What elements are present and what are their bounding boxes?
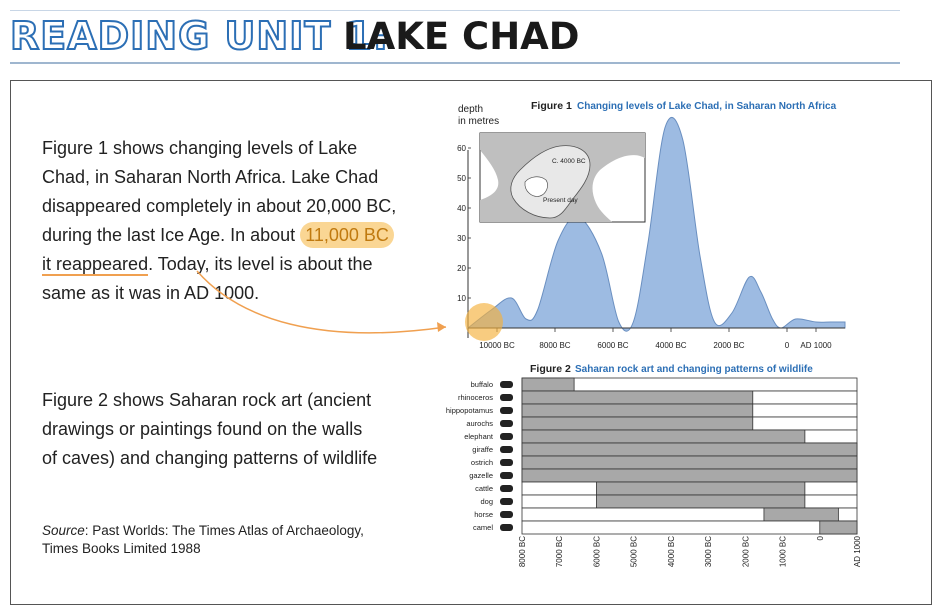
x-tick-label: AD 1000	[800, 341, 832, 350]
fig2-x-ticks	[518, 535, 862, 567]
camel-icon	[500, 524, 513, 531]
fig1-ylabel-metres: in metres	[458, 116, 500, 127]
x-tick-label: 2000 BC	[741, 536, 751, 568]
ostrich-icon	[500, 459, 513, 466]
x-tick-label: 4000 BC	[666, 536, 676, 568]
x-tick-label: 3000 BC	[704, 536, 714, 568]
fig1-x-ticks	[479, 328, 832, 350]
x-tick-label: 1000 BC	[778, 536, 788, 568]
y-tick-label: 40	[457, 204, 466, 213]
figure2-description: Figure 2 shows Saharan rock art (ancient drawings or paintings found on the walls of caves) and changing patterns of wildlife	[42, 390, 378, 468]
range-bar	[522, 378, 574, 391]
horse-icon	[500, 511, 513, 518]
y-tick-label: 30	[457, 234, 466, 243]
animal-label: cattle	[475, 484, 493, 493]
unit-title: READING UNIT 1:	[10, 14, 390, 58]
buffalo-icon	[500, 381, 513, 388]
x-tick-label: 8000 BC	[539, 341, 571, 350]
fig1-caption-label: Figure 1	[531, 100, 572, 112]
x-tick-label: 5000 BC	[629, 536, 639, 568]
animal-label: rhinoceros	[457, 393, 493, 402]
x-tick-label: 0	[815, 536, 825, 541]
gazelle-icon	[500, 472, 513, 479]
animal-label: aurochs	[466, 419, 493, 428]
range-bar	[522, 456, 857, 469]
animal-label: horse	[474, 510, 493, 519]
fig2-caption-label: Figure 2	[530, 363, 571, 375]
dog-icon	[500, 498, 513, 505]
y-tick-label: 10	[457, 294, 466, 303]
source-label: Source	[42, 523, 85, 538]
annotation-arrow	[197, 271, 446, 333]
x-tick-label: AD 1000	[853, 536, 862, 568]
arrowhead-icon	[437, 322, 446, 332]
figure1	[197, 100, 845, 350]
giraffe-icon	[500, 446, 513, 453]
animal-label: buffalo	[470, 380, 493, 389]
range-bar	[522, 417, 753, 430]
range-bar	[764, 508, 838, 521]
y-tick-label: 60	[457, 144, 466, 153]
wildlife-row	[522, 521, 857, 534]
map-label-past: C. 4000 BC	[552, 158, 586, 165]
animal-label: ostrich	[470, 458, 493, 467]
range-bar	[522, 391, 753, 404]
range-bar	[820, 521, 857, 534]
range-bar	[596, 482, 804, 495]
highlighted-date: 11,000 BC	[300, 222, 394, 248]
range-bar	[522, 430, 805, 443]
lake-map-inset	[480, 133, 645, 222]
rhinoceros-icon	[500, 394, 513, 401]
x-tick-label: 7000 BC	[555, 536, 565, 568]
wildlife-rows	[446, 378, 857, 534]
range-bar	[522, 404, 753, 417]
animal-label: gazelle	[469, 471, 493, 480]
p1-text-a: Figure 1 shows changing levels of Lake Chad, in Saharan North Africa. Lake Chad disappeared completely in about 20,000 BC, during the last Ice Age. In about	[42, 138, 397, 245]
animal-label: hippopotamus	[445, 406, 493, 415]
range-bar	[522, 469, 857, 482]
animal-label: giraffe	[472, 445, 493, 454]
topic-title: LAKE CHAD	[343, 15, 580, 58]
x-tick-label: 6000 BC	[597, 341, 629, 350]
y-tick-label: 50	[457, 174, 466, 183]
x-tick-label: 4000 BC	[655, 341, 687, 350]
map-label-present: Present day	[543, 197, 578, 204]
x-tick-label: 10000 BC	[479, 341, 515, 350]
underlined-phrase: it reappeared	[42, 254, 149, 274]
x-tick-label: 8000 BC	[518, 536, 527, 568]
range-bar	[596, 495, 804, 508]
x-tick-label: 6000 BC	[592, 536, 602, 568]
range-bar	[522, 443, 857, 456]
x-tick-label: 0	[784, 341, 790, 350]
fig1-ylabel-depth: depth	[458, 104, 484, 115]
elephant-icon	[500, 433, 513, 440]
highlight-marker	[465, 303, 503, 341]
animal-label: elephant	[464, 432, 493, 441]
cattle-icon	[500, 485, 513, 492]
source-text: : Past Worlds: The Times Atlas of Archaeology, Times Books Limited 1988	[42, 523, 364, 556]
y-tick-label: 20	[457, 264, 466, 273]
aurochs-icon	[500, 420, 513, 427]
animal-label: camel	[472, 523, 493, 532]
fig1-caption: Changing levels of Lake Chad, in Saharan North Africa	[577, 101, 837, 112]
x-tick-label: 2000 BC	[713, 341, 745, 350]
hippopotamus-icon	[500, 407, 513, 414]
fig1-y-axis	[457, 144, 471, 338]
animal-label: dog	[480, 497, 493, 506]
fig2-caption: Saharan rock art and changing patterns of wildlife	[575, 364, 813, 375]
figure2	[446, 363, 862, 567]
p1-text-c: . Today, its level is about the same as it was in AD 1000.	[42, 254, 373, 303]
